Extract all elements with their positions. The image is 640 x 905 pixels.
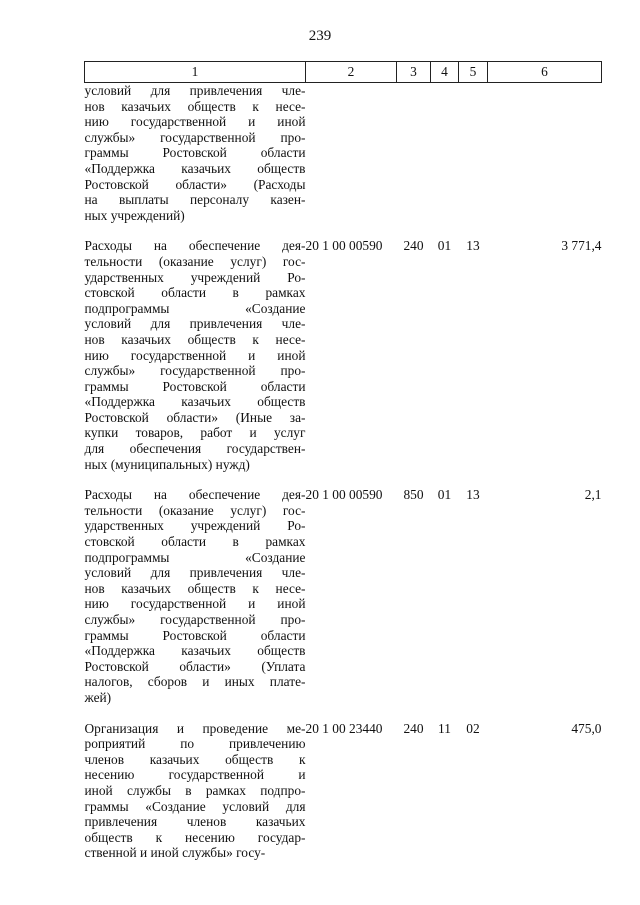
description-line: налогов, сборов и иных плате- xyxy=(84,674,306,690)
description-line: подпрограммы «Создание xyxy=(84,549,306,565)
description-line: условий для привлечения чле- xyxy=(84,316,306,332)
table-row xyxy=(85,706,602,861)
row-expense-type xyxy=(397,83,431,224)
row-description xyxy=(85,83,306,224)
header-col-5: 5 xyxy=(459,62,488,83)
row-section: 11 xyxy=(438,720,451,736)
header-col-4: 4 xyxy=(431,62,459,83)
description-line: Организация и проведение ме- xyxy=(84,720,306,736)
table-header-row xyxy=(85,62,602,83)
description-line: на выплаты персоналу казен- xyxy=(84,192,306,208)
row-section xyxy=(431,83,459,224)
description-line: ударственных учреждений Ро- xyxy=(84,518,306,534)
row-description xyxy=(85,706,306,861)
description-line: нию государственной и иной xyxy=(84,114,306,130)
description-line: граммы Ростовской области xyxy=(84,627,306,643)
description-line: нов казачьих обществ к несе- xyxy=(84,580,306,596)
description-line: стовской области в рамках xyxy=(84,285,306,301)
description-line: несению государственной и xyxy=(84,767,306,783)
row-target-code: 20 1 00 00590 xyxy=(305,238,383,254)
row-target-code xyxy=(306,83,397,224)
row-expense-type: 240 xyxy=(403,238,424,254)
description-line: граммы «Создание условий для xyxy=(84,798,306,814)
description-line: Ростовской области» (Расходы xyxy=(84,176,306,192)
description-line: купки товаров, работ и услуг xyxy=(84,425,306,441)
row-target-code: 20 1 00 23440 xyxy=(305,720,383,736)
row-amount: 2,1 xyxy=(584,487,602,503)
description-line: службы» государственной про- xyxy=(84,129,306,145)
description-line: тельности (оказание услуг) гос- xyxy=(84,253,306,269)
description-line: «Поддержка казачьих обществ xyxy=(84,160,306,176)
header-col-1: 1 xyxy=(85,62,306,83)
description-line: нов казачьих обществ к несе- xyxy=(84,331,306,347)
description-line: Ростовской области» (Иные за- xyxy=(84,409,306,425)
description-line: ударственных учреждений Ро- xyxy=(84,269,306,285)
description-line: жей) xyxy=(84,689,112,705)
page-number: 239 xyxy=(308,28,332,44)
description-line: обществ к несению государ- xyxy=(84,829,306,845)
description-line: членов казачьих обществ к xyxy=(84,751,306,767)
row-amount: 475,0 xyxy=(571,720,602,736)
row-description xyxy=(85,472,306,705)
description-line: ных (муниципальных) нужд) xyxy=(84,456,250,472)
description-line: тельности (оказание услуг) гос- xyxy=(84,502,306,518)
row-subsection: 13 xyxy=(466,238,480,254)
description-line: ных учреждений) xyxy=(84,207,185,223)
description-line: для обеспечения государствен- xyxy=(84,441,306,457)
description-line: условий для привлечения чле- xyxy=(84,565,306,581)
row-target-code: 20 1 00 00590 xyxy=(305,487,383,503)
row-section: 01 xyxy=(437,487,452,503)
description-line: нию государственной и иной xyxy=(84,596,306,612)
description-line: иной службы в рамках подпро- xyxy=(84,782,306,798)
description-line: подпрограммы «Создание xyxy=(84,300,306,316)
description-line: условий для привлечения чле- xyxy=(84,83,306,98)
row-description xyxy=(85,223,306,472)
row-amount: 3 771,4 xyxy=(561,238,602,254)
row-expense-type: 850 xyxy=(403,487,424,503)
table-row xyxy=(85,223,602,472)
description-line: граммы Ростовской области xyxy=(84,145,306,161)
description-line: Ростовской области» (Уплата xyxy=(84,658,306,674)
description-line: привлечения членов казачьих xyxy=(84,814,306,830)
description-line: роприятий по привлечению xyxy=(84,736,306,752)
budget-table xyxy=(84,61,602,861)
table-row xyxy=(85,472,602,705)
description-line: «Поддержка казачьих обществ xyxy=(84,394,306,410)
header-col-3: 3 xyxy=(397,62,431,83)
description-line: граммы Ростовской области xyxy=(84,378,306,394)
row-subsection: 02 xyxy=(466,720,480,736)
description-line: стовской области в рамках xyxy=(84,534,306,550)
row-subsection: 13 xyxy=(466,487,480,503)
description-line: службы» государственной про- xyxy=(84,612,306,627)
description-line: службы» государственной про- xyxy=(84,363,306,379)
row-subsection xyxy=(459,83,488,224)
description-line: ственной и иной службы» госу- xyxy=(84,845,266,861)
header-col-6: 6 xyxy=(488,62,602,83)
description-line: нов казачьих обществ к несе- xyxy=(84,98,306,114)
description-line: «Поддержка казачьих обществ xyxy=(84,643,306,659)
description-line: Расходы на обеспечение дея- xyxy=(84,238,306,254)
header-col-2: 2 xyxy=(306,62,397,83)
description-line: Расходы на обеспечение дея- xyxy=(84,487,306,503)
table-row xyxy=(85,83,602,224)
row-amount xyxy=(488,83,602,224)
row-expense-type: 240 xyxy=(403,720,424,736)
row-section: 01 xyxy=(437,238,452,254)
description-line: нию государственной и иной xyxy=(84,347,306,363)
